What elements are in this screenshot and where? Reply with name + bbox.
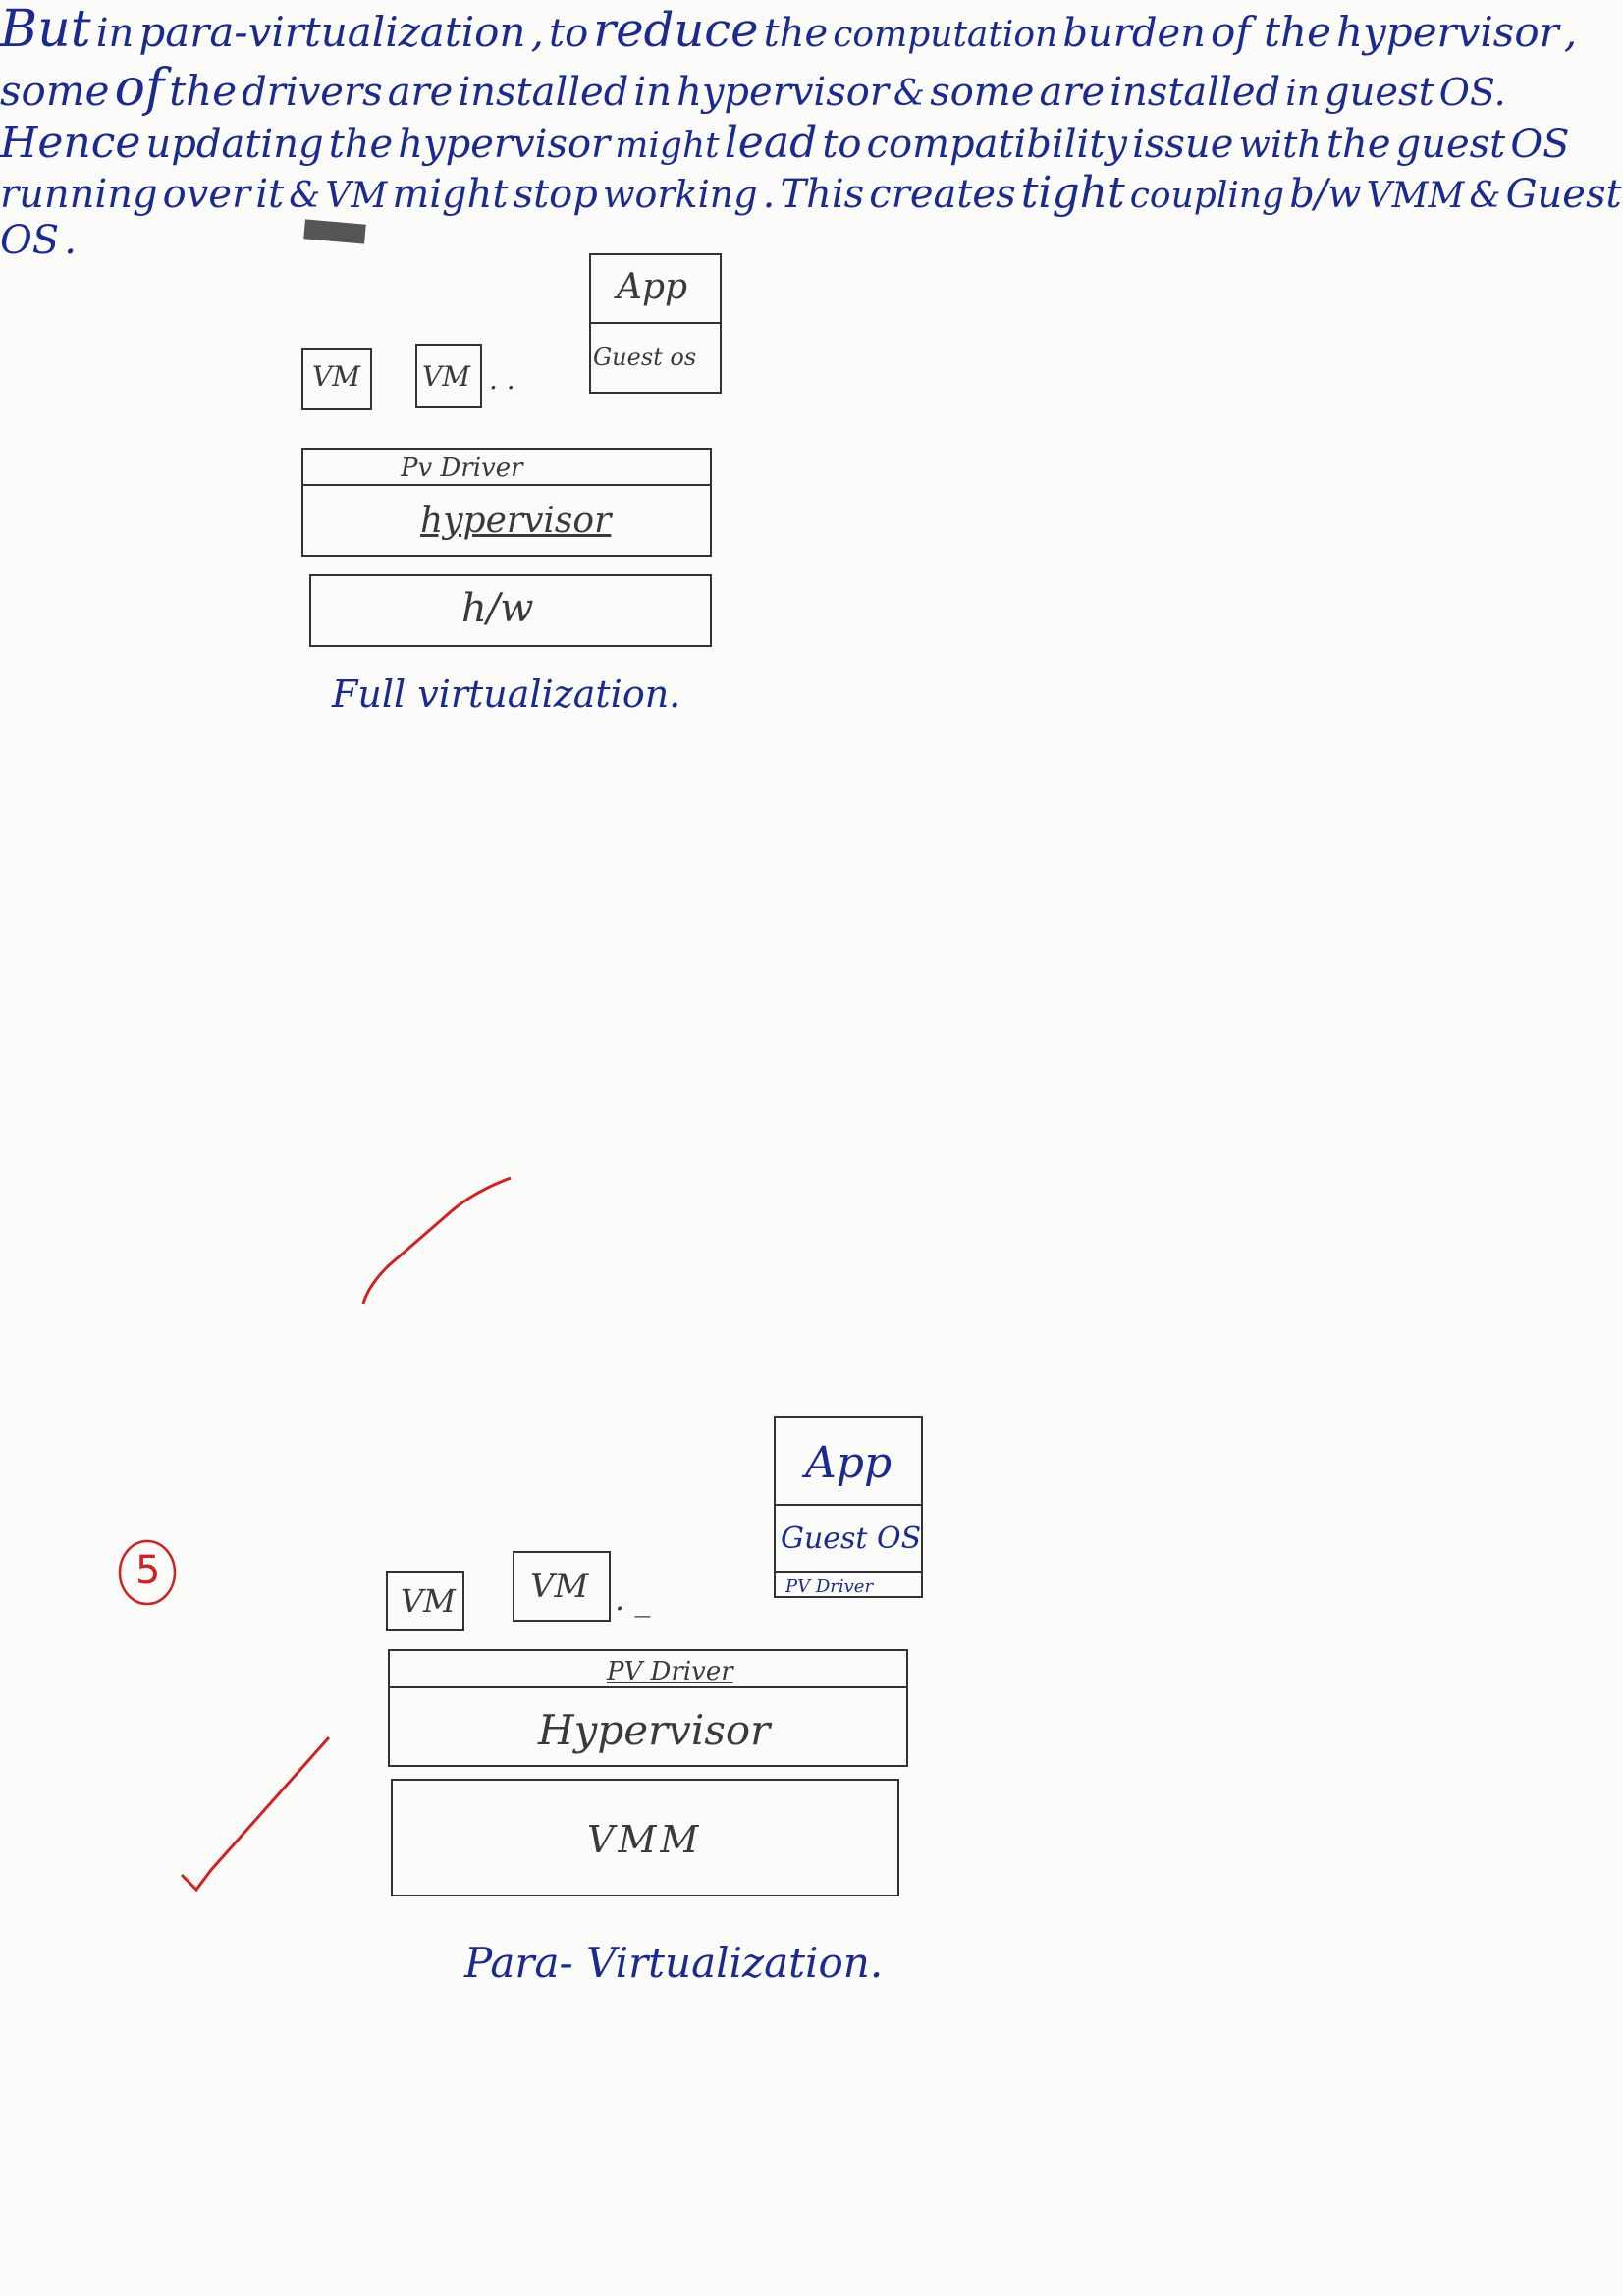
app-label: App bbox=[805, 1438, 893, 1488]
red-tick-inline bbox=[363, 1178, 511, 1304]
word: OS. bbox=[1438, 71, 1506, 114]
full-virtualization-caption: Full virtualization. bbox=[332, 672, 681, 716]
score-value: 5 bbox=[135, 1548, 161, 1593]
word: in bbox=[1285, 74, 1320, 114]
guest-os-label: Guest OS bbox=[781, 1522, 922, 1556]
word: & bbox=[1469, 176, 1501, 216]
word: might bbox=[392, 172, 509, 217]
word: & bbox=[289, 176, 321, 216]
word: with bbox=[1238, 123, 1322, 166]
word: VMM bbox=[1366, 176, 1465, 216]
pv-driver-label: PV Driver bbox=[607, 1657, 733, 1686]
word: to bbox=[549, 11, 589, 56]
word: the bbox=[763, 11, 829, 56]
word: of the bbox=[1210, 8, 1331, 56]
vmm-label: VMM bbox=[587, 1818, 703, 1861]
word: might bbox=[615, 126, 720, 166]
guest-os-label: Guest os bbox=[593, 344, 697, 371]
vm-label-1: VM bbox=[401, 1582, 456, 1620]
app-label: App bbox=[617, 267, 688, 307]
word: . bbox=[64, 218, 78, 263]
vm-ellipsis: . _ bbox=[615, 1580, 651, 1618]
vm-label-2: VM bbox=[530, 1567, 589, 1606]
word: , bbox=[530, 8, 544, 56]
hypervisor-label: hypervisor bbox=[420, 501, 612, 541]
word: running bbox=[0, 172, 158, 217]
word: coupling bbox=[1129, 176, 1285, 216]
word: updating bbox=[145, 122, 324, 167]
guest-divider bbox=[774, 1571, 923, 1573]
para-virtualization-caption: Para- Virtualization. bbox=[464, 1939, 884, 1987]
word: Guest bbox=[1505, 172, 1622, 217]
word: para-virtualization bbox=[138, 8, 526, 56]
word: hypervisor bbox=[1336, 8, 1559, 56]
vm-label-1: VM bbox=[312, 360, 360, 393]
red-tick-large bbox=[182, 1737, 329, 1890]
word: OS bbox=[1510, 122, 1570, 167]
word: in bbox=[633, 70, 672, 115]
word: Hence bbox=[0, 118, 141, 168]
word: guest bbox=[1395, 122, 1506, 167]
word: reduce bbox=[593, 3, 759, 58]
word: some bbox=[0, 67, 110, 115]
word: the bbox=[328, 122, 394, 167]
hypervisor-label: Hypervisor bbox=[538, 1706, 771, 1754]
word: guest bbox=[1325, 70, 1434, 115]
word: working bbox=[602, 173, 758, 216]
word: creates bbox=[869, 172, 1016, 217]
pv-driver-small-label: PV Driver bbox=[785, 1576, 874, 1597]
word: some bbox=[930, 70, 1035, 115]
word: lead bbox=[724, 118, 818, 168]
word: are bbox=[387, 70, 454, 115]
word: it bbox=[255, 172, 285, 217]
word: burden bbox=[1062, 11, 1206, 56]
word: hypervisor bbox=[398, 122, 611, 167]
word: over bbox=[162, 172, 251, 217]
word: drivers bbox=[242, 70, 383, 115]
word: the bbox=[169, 67, 238, 115]
word: installed bbox=[1109, 70, 1281, 115]
word: issue bbox=[1132, 122, 1234, 167]
word: VM bbox=[325, 176, 388, 216]
word: But bbox=[0, 0, 91, 59]
word: , bbox=[1563, 8, 1578, 56]
pv-driver-divider bbox=[388, 1686, 908, 1688]
app-divider bbox=[774, 1504, 923, 1506]
hardware-label: h/w bbox=[461, 586, 534, 631]
word: OS bbox=[0, 218, 60, 263]
word: tight bbox=[1020, 168, 1125, 218]
word: of bbox=[114, 59, 165, 118]
pv-driver-label: Pv Driver bbox=[401, 454, 523, 483]
word: in bbox=[95, 11, 135, 56]
word: & bbox=[893, 74, 926, 114]
vm-label-2: VM bbox=[422, 360, 470, 393]
word: This bbox=[780, 172, 865, 217]
word: are bbox=[1039, 70, 1106, 115]
word: computation bbox=[833, 15, 1058, 55]
word: b/w bbox=[1289, 172, 1362, 217]
word: stop bbox=[513, 172, 598, 217]
word: the bbox=[1325, 122, 1391, 167]
word: hypervisor bbox=[676, 70, 889, 115]
word: installed bbox=[458, 70, 629, 115]
word: to bbox=[822, 122, 862, 167]
word: compatibility bbox=[866, 122, 1127, 167]
vm-ellipsis: . . bbox=[489, 363, 515, 396]
word: . bbox=[762, 172, 776, 217]
